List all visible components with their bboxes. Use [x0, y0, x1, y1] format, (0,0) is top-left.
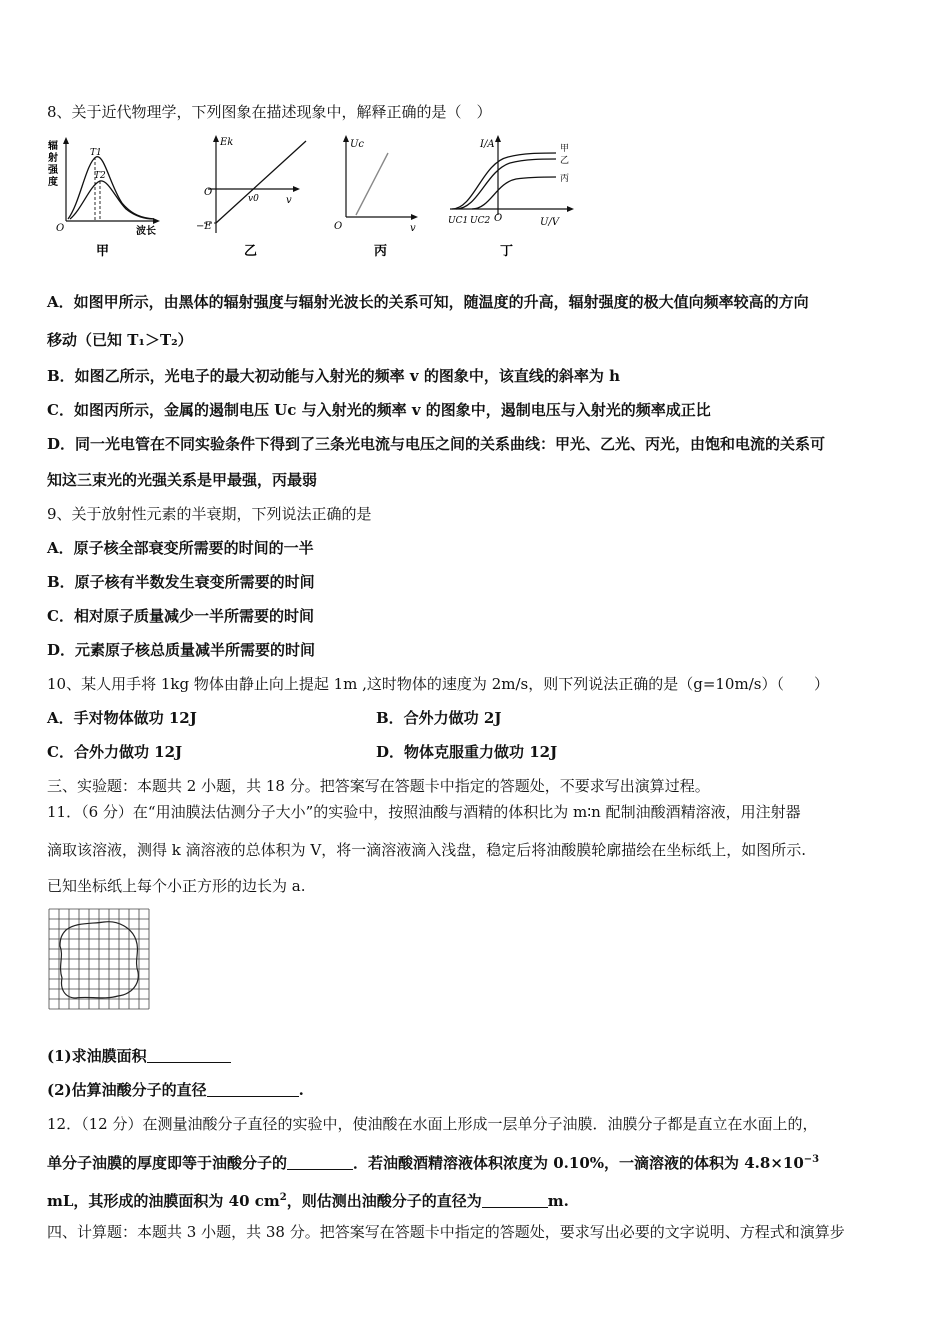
- q12-line2-text-a: 单分子油膜的厚度即等于油酸分子的: [47, 1154, 288, 1172]
- ding-uc1: UC1: [448, 216, 469, 226]
- jia-caption: 甲: [96, 244, 110, 259]
- q10-option-b: B．合外力做功 2J: [376, 709, 502, 727]
- q12-line3-text-b: ，则估测出油酸分子的直径为: [286, 1192, 482, 1210]
- ding-origin: O: [494, 213, 503, 224]
- ding-curve-jia: 甲: [560, 144, 570, 154]
- jia-origin: O: [56, 223, 65, 234]
- yi-origin: O: [204, 187, 213, 198]
- q11-line1: 11．（6 分）在“用油膜法估测分子大小”的实验中，按照油酸与酒精的体积比为 m∶n 配制油酸酒精溶液，用注射器: [47, 803, 801, 821]
- figure-yi: [196, 133, 314, 261]
- q10-option-c: C．合外力做功 12J: [47, 743, 183, 761]
- q10-option-a: A．手对物体做功 12J: [47, 709, 197, 727]
- q8-stem: 8、关于近代物理学，下列图象在描述现象中，解释正确的是（ ）: [47, 103, 492, 121]
- section-3-heading: 三、实验题：本题共 2 小题，共 18 分。把答案写在答题卡中指定的答题处，不要求写出演算过程。: [47, 777, 710, 795]
- ding-caption: 丁: [500, 244, 514, 259]
- q11-part1-blank[interactable]: [147, 1048, 231, 1063]
- q12-line3: [47, 1188, 569, 1211]
- ding-curve-bing: 丙: [560, 174, 570, 184]
- ding-ylabel: I/A: [480, 139, 495, 150]
- jia-ylabel-2: 射: [48, 153, 58, 164]
- q12-line2-text-b: ．若油酸酒精溶液体积浓度为 0.10%，一滴溶液的体积为 4.8×10: [353, 1154, 804, 1172]
- q11-line3: 已知坐标纸上每个小正方形的边长为 a.: [47, 877, 306, 895]
- q11-part2-blank[interactable]: [207, 1082, 299, 1097]
- jia-t1: T1: [90, 148, 102, 158]
- section-4-heading: 四、计算题：本题共 3 小题，共 38 分。把答案写在答题卡中指定的答题处，要求写出必要的文字说明、方程式和演算步: [47, 1223, 845, 1241]
- q8-option-c: C．如图丙所示，金属的遏制电压 Uc 与入射光的频率 v 的图象中，遏制电压与入射光的频率成正比: [47, 401, 711, 419]
- jia-ylabel-4: 度: [48, 177, 58, 188]
- q10-stem: 10、某人用手将 1kg 物体由静止向上提起 1m ,这时物体的速度为 2m/s，则下列说法正确的是（g=10m/s）（ ）: [47, 675, 829, 693]
- q11-part1: [47, 1046, 231, 1066]
- q11-part1-text: (1)求油膜面积: [47, 1047, 147, 1065]
- q9-option-a: A．原子核全部衰变所需要的时间的一半: [47, 539, 314, 557]
- ding-curve-yi: 乙: [560, 156, 570, 166]
- bing-origin: O: [334, 221, 343, 232]
- yi-ylabel: Ek: [220, 137, 234, 148]
- q8-option-d-line1: D．同一光电管在不同实验条件下得到了三条光电流与电压之间的关系曲线：甲光、乙光、丙光，由饱和电流的关系可: [47, 435, 826, 453]
- yi-neg: −E: [196, 221, 212, 232]
- q9-option-c: C．相对原子质量减少一半所需要的时间: [47, 607, 314, 625]
- q12-line2-exponent: −3: [803, 1154, 820, 1165]
- yi-xlabel: v: [286, 195, 292, 206]
- jia-ylabel-1: 辐: [48, 141, 58, 152]
- q8-option-a-line1: A．如图甲所示，由黑体的辐射强度与辐射光波长的关系可知，随温度的升高，辐射强度的极大值向频率较高的方向: [47, 293, 809, 311]
- q8-option-a-line2: 移动（已知 T₁＞T₂）: [47, 331, 193, 349]
- bing-caption: 丙: [374, 244, 388, 259]
- yi-v0: v0: [248, 194, 259, 204]
- q12-line3-text-c: m.: [547, 1192, 569, 1210]
- figure-jia: [44, 133, 166, 261]
- yi-caption: 乙: [244, 244, 258, 259]
- q11-line2: 滴取该溶液，测得 k 滴溶液的总体积为 V，将一滴溶液滴入浅盘，稳定后将油酸膜轮廓描绘在坐标纸上，如图所示.: [47, 841, 806, 859]
- ding-uc2: UC2: [470, 216, 491, 226]
- ding-xlabel: U/V: [540, 217, 560, 228]
- jia-ylabel-3: 强: [48, 165, 58, 176]
- q9-option-d: D．元素原子核总质量减半所需要的时间: [47, 641, 316, 659]
- figure-bing: [332, 133, 432, 261]
- jia-t2: T2: [94, 171, 106, 181]
- q12-line3-text-a: mL，其形成的油膜面积为 40 cm: [47, 1192, 280, 1210]
- figure-ding: [444, 133, 584, 261]
- q8-option-d-line2: 知这三束光的光强关系是甲最强，丙最弱: [47, 471, 318, 489]
- q12-line2: [47, 1150, 819, 1173]
- q9-option-b: B．原子核有半数发生衰变所需要的时间: [47, 573, 315, 591]
- q11-part2-text: (2)估算油酸分子的直径: [47, 1081, 207, 1099]
- q12-line3-exponent: 2: [279, 1192, 287, 1203]
- jia-xlabel: 波长: [136, 226, 156, 237]
- q11-part2: [47, 1080, 304, 1100]
- q12-blank-diameter[interactable]: [482, 1193, 548, 1208]
- bing-xlabel: v: [410, 223, 416, 234]
- q12-blank-thickness[interactable]: [287, 1155, 353, 1170]
- bing-ylabel: Uc: [350, 139, 365, 150]
- q11-part2-end: .: [298, 1081, 304, 1099]
- oil-film-grid-figure: [48, 908, 152, 1012]
- q8-option-b: B．如图乙所示，光电子的最大初动能与入射光的频率 v 的图象中，该直线的斜率为 h: [47, 367, 620, 385]
- q10-option-d: D．物体克服重力做功 12J: [376, 743, 558, 761]
- q9-stem: 9、关于放射性元素的半衰期，下列说法正确的是: [47, 505, 372, 523]
- q12-line1: 12．（12 分）在测量油酸分子直径的实验中，使油酸在水面上形成一层单分子油膜．油膜分子都是直立在水面上的，: [47, 1115, 818, 1133]
